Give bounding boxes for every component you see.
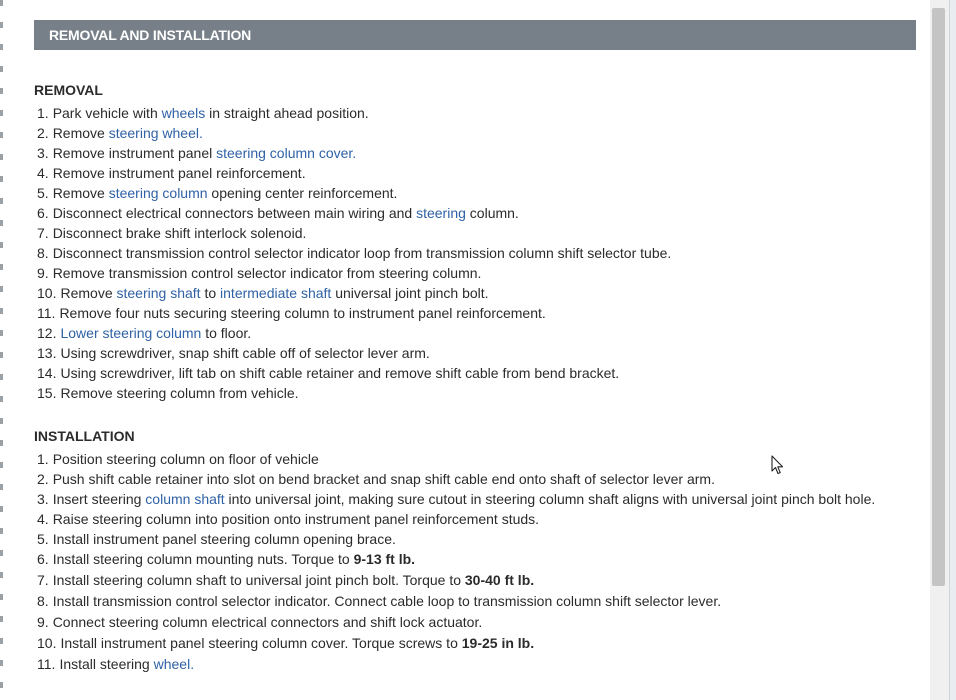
step-link[interactable]: wheels bbox=[161, 105, 206, 121]
section-header-bar bbox=[34, 20, 916, 50]
step-item bbox=[34, 612, 916, 633]
step-item bbox=[34, 323, 916, 343]
step-text: Connect steering column electrical connectors and shift lock actuator. bbox=[52, 614, 483, 630]
step-link[interactable]: wheel. bbox=[153, 656, 195, 672]
step-item bbox=[34, 103, 916, 123]
step-number: 4. bbox=[37, 511, 49, 527]
step-text: Raise steering column into position onto instrument panel reinforcement studs. bbox=[52, 511, 540, 527]
torque-spec: 9-13 ft lb. bbox=[353, 551, 416, 567]
step-item bbox=[34, 303, 916, 323]
step-text: column. bbox=[465, 205, 519, 221]
step-item bbox=[34, 343, 916, 363]
step-text: Install steering column mounting nuts. Torque to bbox=[52, 551, 354, 567]
step-item bbox=[34, 143, 916, 163]
step-text: in straight ahead position. bbox=[205, 105, 369, 121]
step-text: Remove instrument panel bbox=[52, 145, 217, 161]
step-item bbox=[34, 509, 916, 529]
step-text: into universal joint, making sure cutout in steering column shaft aligns with universal joint pinch bolt hole. bbox=[224, 491, 876, 507]
step-number: 8. bbox=[37, 245, 49, 261]
step-item bbox=[34, 123, 916, 143]
installation-heading: INSTALLATION bbox=[34, 428, 135, 444]
installation-steps-list bbox=[34, 449, 916, 675]
step-link[interactable]: steering bbox=[416, 205, 466, 221]
step-number: 2. bbox=[37, 471, 49, 487]
right-window-edge bbox=[949, 0, 956, 700]
step-text: Install instrument panel steering column cover. Torque screws to bbox=[60, 635, 462, 651]
step-item bbox=[34, 203, 916, 223]
step-link[interactable]: steering column cover. bbox=[216, 145, 357, 161]
page-title: REMOVAL AND INSTALLATION bbox=[49, 27, 252, 43]
step-number: 3. bbox=[37, 491, 49, 507]
step-text: Using screwdriver, snap shift cable off of selector lever arm. bbox=[60, 345, 430, 361]
step-number: 9. bbox=[37, 614, 49, 630]
step-text: to floor. bbox=[201, 325, 252, 341]
step-item bbox=[34, 549, 916, 570]
step-text: Disconnect brake shift interlock solenoid. bbox=[52, 225, 307, 241]
left-window-edge bbox=[0, 0, 3, 700]
step-text: Position steering column on floor of vehicle bbox=[52, 451, 319, 467]
step-item bbox=[34, 654, 916, 675]
step-text: Remove bbox=[52, 185, 109, 201]
step-number: 11. bbox=[37, 305, 56, 321]
step-text: Remove four nuts securing steering column to instrument panel reinforcement. bbox=[59, 305, 546, 321]
step-item bbox=[34, 383, 916, 403]
mouse-pointer-icon bbox=[771, 455, 785, 475]
step-number: 13. bbox=[37, 345, 57, 361]
step-number: 5. bbox=[37, 185, 49, 201]
vertical-scrollbar[interactable] bbox=[930, 0, 949, 700]
step-number: 12. bbox=[37, 325, 57, 341]
removal-heading: REMOVAL bbox=[34, 82, 103, 98]
step-number: 10. bbox=[37, 285, 57, 301]
step-text: Remove bbox=[52, 125, 109, 141]
step-link[interactable]: steering shaft bbox=[116, 285, 201, 301]
step-number: 1. bbox=[37, 451, 49, 467]
step-number: 8. bbox=[37, 593, 49, 609]
step-number: 6. bbox=[37, 551, 49, 567]
step-text: Remove steering column from vehicle. bbox=[60, 385, 299, 401]
step-link[interactable]: steering wheel. bbox=[108, 125, 203, 141]
step-link[interactable]: Lower steering column bbox=[60, 325, 202, 341]
step-number: 7. bbox=[37, 572, 49, 588]
step-number: 9. bbox=[37, 265, 49, 281]
step-item bbox=[34, 633, 916, 654]
step-link[interactable]: column shaft bbox=[145, 491, 225, 507]
step-item bbox=[34, 529, 916, 549]
step-item bbox=[34, 489, 916, 509]
torque-spec: 30-40 ft lb. bbox=[464, 572, 535, 588]
step-link[interactable]: intermediate shaft bbox=[220, 285, 332, 301]
step-text: Using screwdriver, lift tab on shift cable retainer and remove shift cable from bend bracket. bbox=[60, 365, 620, 381]
removal-steps-list bbox=[34, 103, 916, 403]
step-text: Remove bbox=[60, 285, 117, 301]
step-number: 10. bbox=[37, 635, 57, 651]
step-number: 1. bbox=[37, 105, 49, 121]
step-item bbox=[34, 570, 916, 591]
step-text: Install steering column shaft to universal joint pinch bolt. Torque to bbox=[52, 572, 465, 588]
step-item bbox=[34, 363, 916, 383]
step-text: Disconnect transmission control selector indicator loop from transmission column shift selector tube. bbox=[52, 245, 672, 261]
step-text: to bbox=[200, 285, 221, 301]
step-item bbox=[34, 183, 916, 203]
torque-spec: 19-25 in lb. bbox=[461, 635, 535, 651]
step-text: Disconnect electrical connectors between main wiring and bbox=[52, 205, 417, 221]
step-number: 15. bbox=[37, 385, 57, 401]
step-number: 3. bbox=[37, 145, 49, 161]
step-number: 6. bbox=[37, 205, 49, 221]
step-number: 5. bbox=[37, 531, 49, 547]
step-link[interactable]: steering column bbox=[108, 185, 208, 201]
step-item bbox=[34, 223, 916, 243]
step-item bbox=[34, 163, 916, 183]
step-text: Install transmission control selector indicator. Connect cable loop to transmission column shift selector lever. bbox=[52, 593, 722, 609]
step-number: 4. bbox=[37, 165, 49, 181]
step-text: Remove transmission control selector indicator from steering column. bbox=[52, 265, 482, 281]
procedure-content bbox=[34, 20, 916, 675]
step-item bbox=[34, 283, 916, 303]
step-text: Remove instrument panel reinforcement. bbox=[52, 165, 306, 181]
step-item bbox=[34, 263, 916, 283]
step-text: Insert steering bbox=[52, 491, 146, 507]
step-text: Push shift cable retainer into slot on bend bracket and snap shift cable end onto shaft of selector lever arm. bbox=[52, 471, 715, 487]
step-number: 7. bbox=[37, 225, 49, 241]
step-number: 14. bbox=[37, 365, 57, 381]
step-text: opening center reinforcement. bbox=[207, 185, 398, 201]
step-number: 11. bbox=[37, 656, 56, 672]
step-item bbox=[34, 243, 916, 263]
step-text: Install steering bbox=[59, 656, 154, 672]
step-text: Park vehicle with bbox=[52, 105, 162, 121]
scrollbar-thumb[interactable] bbox=[932, 8, 945, 586]
step-text: universal joint pinch bolt. bbox=[331, 285, 489, 301]
step-number: 2. bbox=[37, 125, 49, 141]
step-item bbox=[34, 591, 916, 612]
step-text: Install instrument panel steering column opening brace. bbox=[52, 531, 396, 547]
